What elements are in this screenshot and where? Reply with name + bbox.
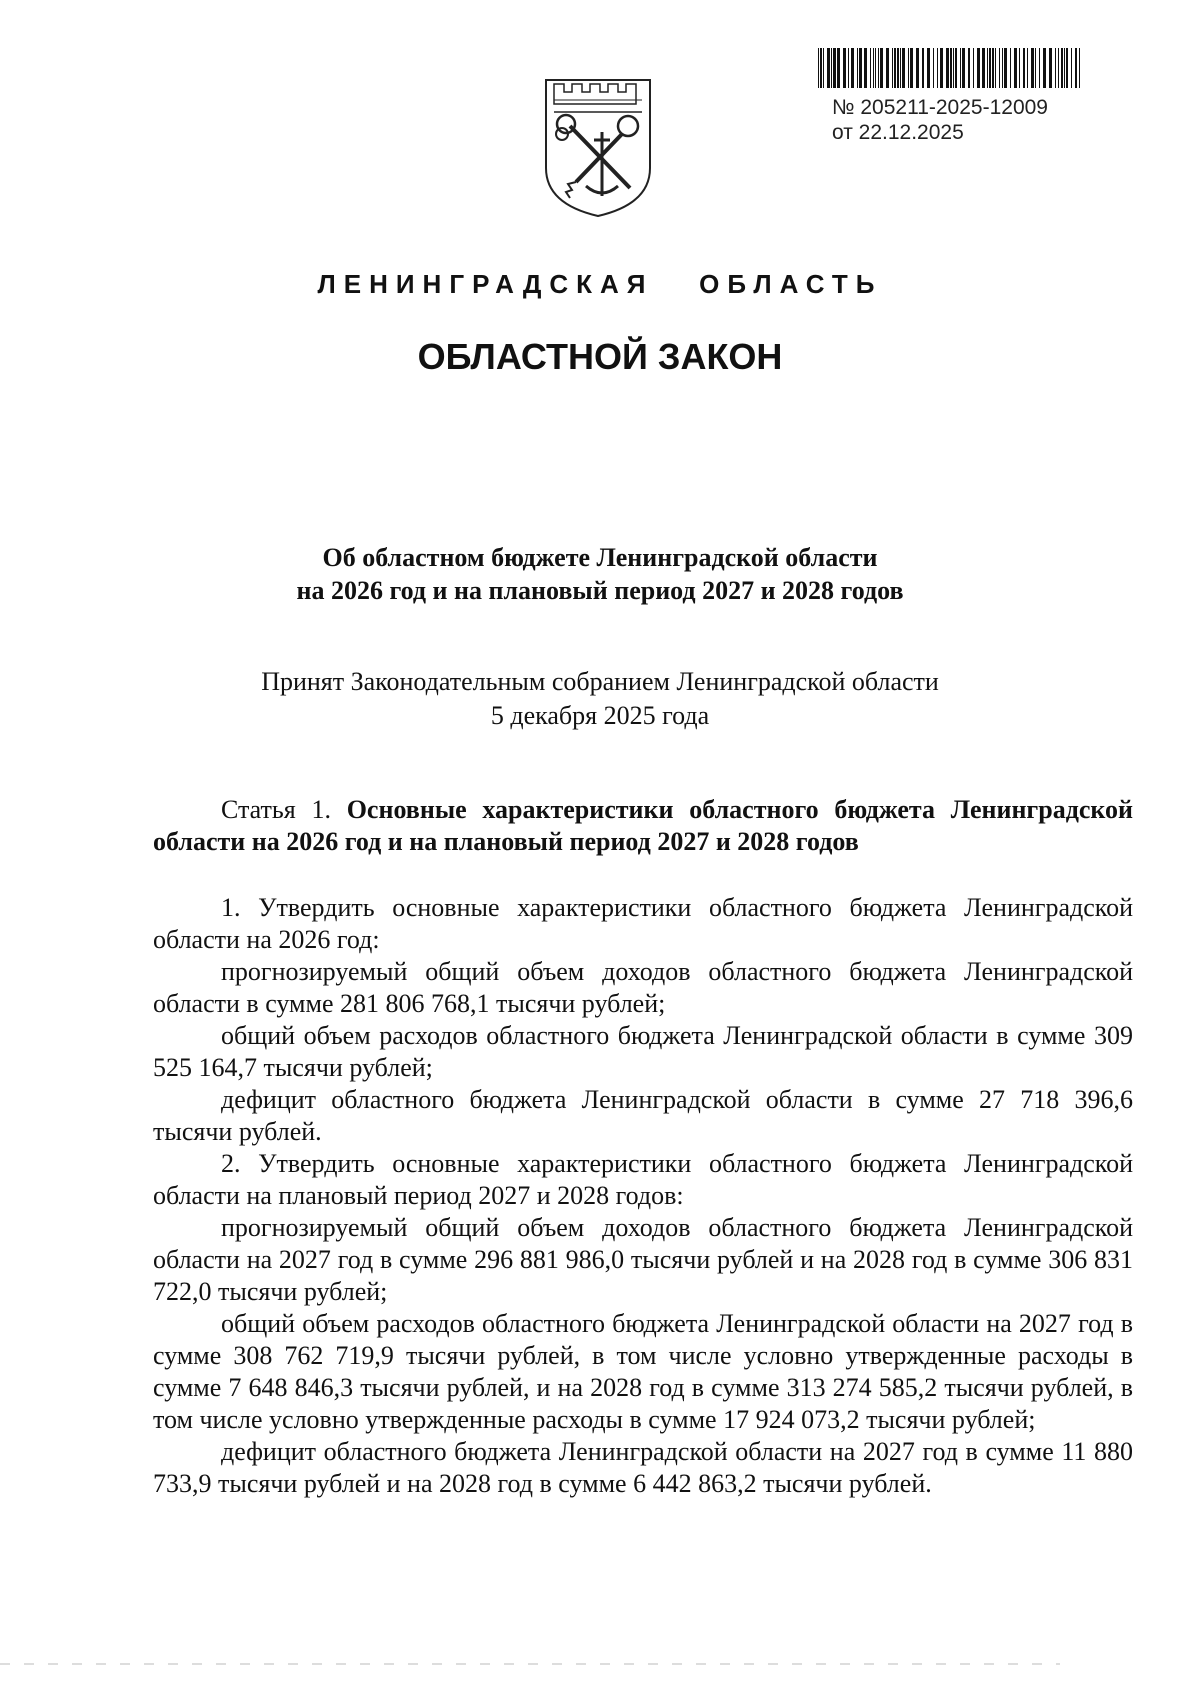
paragraph: прогнозируемый общий объем доходов областного бюджета Ленинградской области в сумме 281 806 768,1 тысячи рублей; [153, 957, 1133, 1018]
paragraph: общий объем расходов областного бюджета Ленинградской области в сумме 309 525 164,7 тысячи рублей; [153, 1021, 1133, 1082]
barcode-bar [953, 48, 954, 88]
barcode-bar [1035, 48, 1036, 88]
barcode-bar [992, 48, 994, 88]
barcode-bar [950, 48, 952, 88]
barcode-bar [848, 48, 849, 88]
barcode-bar [916, 48, 919, 88]
article-heading [153, 794, 1133, 858]
barcode-bar [982, 48, 985, 88]
barcode-bar [1027, 48, 1028, 88]
paragraph: 2. Утвердить основные характеристики областного бюджета Ленинградской области на плановый период 2027 и 2028 годов: [153, 1149, 1133, 1210]
barcode-bar [940, 48, 943, 88]
barcode-bar [859, 48, 862, 88]
barcode-bar [1066, 48, 1068, 88]
barcode-bar [818, 48, 819, 88]
barcode-bar [1031, 48, 1034, 88]
barcode-bar [1075, 48, 1077, 88]
paragraph: дефицит областного бюджета Ленинградской области в сумме 27 718 396,6 тысячи рублей. [153, 1085, 1133, 1146]
paragraph: 1. Утвердить основные характеристики областного бюджета Ленинградской области на 2026 год: [153, 893, 1133, 954]
barcode-bar [955, 48, 957, 88]
barcode-bar [875, 48, 876, 88]
barcode-bar [1049, 48, 1052, 88]
barcode-bar [886, 48, 889, 88]
barcode-bar [1002, 48, 1003, 88]
barcode-bar [843, 48, 846, 88]
barcode-bar [989, 48, 991, 88]
paragraph: дефицит областного бюджета Ленинградской области на 2027 год в сумме 11 880 733,9 тысячи рублей и на 2028 год в сумме 6 442 863,2 тысячи рублей. [153, 1437, 1133, 1498]
article-body [153, 892, 1133, 1500]
barcode-bar [977, 48, 980, 88]
barcode-bar [833, 48, 836, 88]
paragraph: прогнозируемый общий объем доходов областного бюджета Ленинградской области на 2027 год в сумме 296 881 986,0 тысячи рублей и на 2028 год в сумме 306 831 722,0 тысячи рублей; [153, 1213, 1133, 1306]
paragraph: общий объем расходов областного бюджета Ленинградской области на 2027 год в сумме 308 762 719,9 тысячи рублей, в том числе условно утвержденные расходы в сумме 7 648 846,3 тысячи рублей, и на 2028 год в сумме 313 274 585,2 тысячи рублей, в том числе условно утвержденные расходы в сумме 17 924 073,2 тысячи рублей; [153, 1309, 1133, 1434]
barcode-bar [902, 48, 905, 88]
registration-block [832, 95, 1048, 145]
barcode-bar [946, 48, 949, 88]
barcode-bar [894, 48, 896, 88]
barcode-bar [892, 48, 893, 88]
law-title-line-1: Об областном бюджете Ленинградской области [322, 543, 878, 572]
barcode-bar [1039, 48, 1040, 88]
barcode-bar [910, 48, 913, 88]
barcode-bar [1010, 48, 1011, 88]
barcode-bar [1043, 48, 1046, 88]
adoption-date: 5 декабря 2025 года [490, 701, 710, 730]
registration-number: № 205211-2025-12009 [832, 96, 1048, 119]
barcode-bar [823, 48, 824, 88]
barcode-bar [927, 48, 930, 88]
adoption-note-line-1: Принят Законодательным собранием Ленинградской области [261, 667, 939, 696]
barcode-bar [857, 48, 858, 88]
barcode-bar [922, 48, 924, 88]
barcode-bar [933, 48, 934, 88]
barcode-bar [864, 48, 867, 88]
barcode-bar [1064, 48, 1065, 88]
law-title [0, 541, 1200, 607]
law-title-line-2: на 2026 год и на плановый период 2027 и 2028 годов [296, 576, 904, 605]
barcode-bar [873, 48, 874, 88]
adoption-note [0, 665, 1200, 733]
barcode-bar [878, 48, 879, 88]
barcode-bar [897, 48, 899, 88]
barcode-bar [900, 48, 901, 88]
article-title: Основные характеристики областного бюджета Ленинградской области на 2026 год и на плановый период 2027 и 2028 годов [153, 795, 1133, 856]
article-number: Статья 1. [221, 795, 331, 824]
registration-date: от 22.12.2025 [832, 121, 964, 144]
barcode-bar [1019, 48, 1020, 88]
barcode-bar [1014, 48, 1017, 88]
barcode-bar [1004, 48, 1007, 88]
barcode-bar [1023, 48, 1025, 88]
barcode-bar [1055, 48, 1056, 88]
barcode-bar [1079, 48, 1080, 88]
barcode-bar [1071, 48, 1072, 88]
coat-of-arms-emblem [540, 76, 656, 218]
barcode-bar [837, 48, 840, 88]
barcode [818, 48, 1080, 88]
barcode-bar [999, 48, 1000, 88]
barcode-bar [880, 48, 883, 88]
barcode-bar [827, 48, 830, 88]
region-heading: ЛЕНИНГРАДСКАЯ ОБЛАСТЬ [317, 269, 883, 299]
barcode-bar [995, 48, 996, 88]
barcode-bar [973, 48, 974, 88]
barcode-bar [870, 48, 871, 88]
law-type-heading: ОБЛАСТНОЙ ЗАКОН [417, 336, 783, 377]
barcode-bar [960, 48, 961, 88]
barcode-bar [820, 48, 822, 88]
barcode-bar [962, 48, 965, 88]
barcode-bar [1058, 48, 1059, 88]
barcode-bar [908, 48, 909, 88]
barcode-bar [987, 48, 988, 88]
barcode-bar [937, 48, 938, 88]
scan-noise-divider [0, 1662, 1200, 1666]
barcode-bar [1061, 48, 1063, 88]
barcode-bar [851, 48, 854, 88]
barcode-bar [968, 48, 970, 88]
barcode-bar [831, 48, 832, 88]
